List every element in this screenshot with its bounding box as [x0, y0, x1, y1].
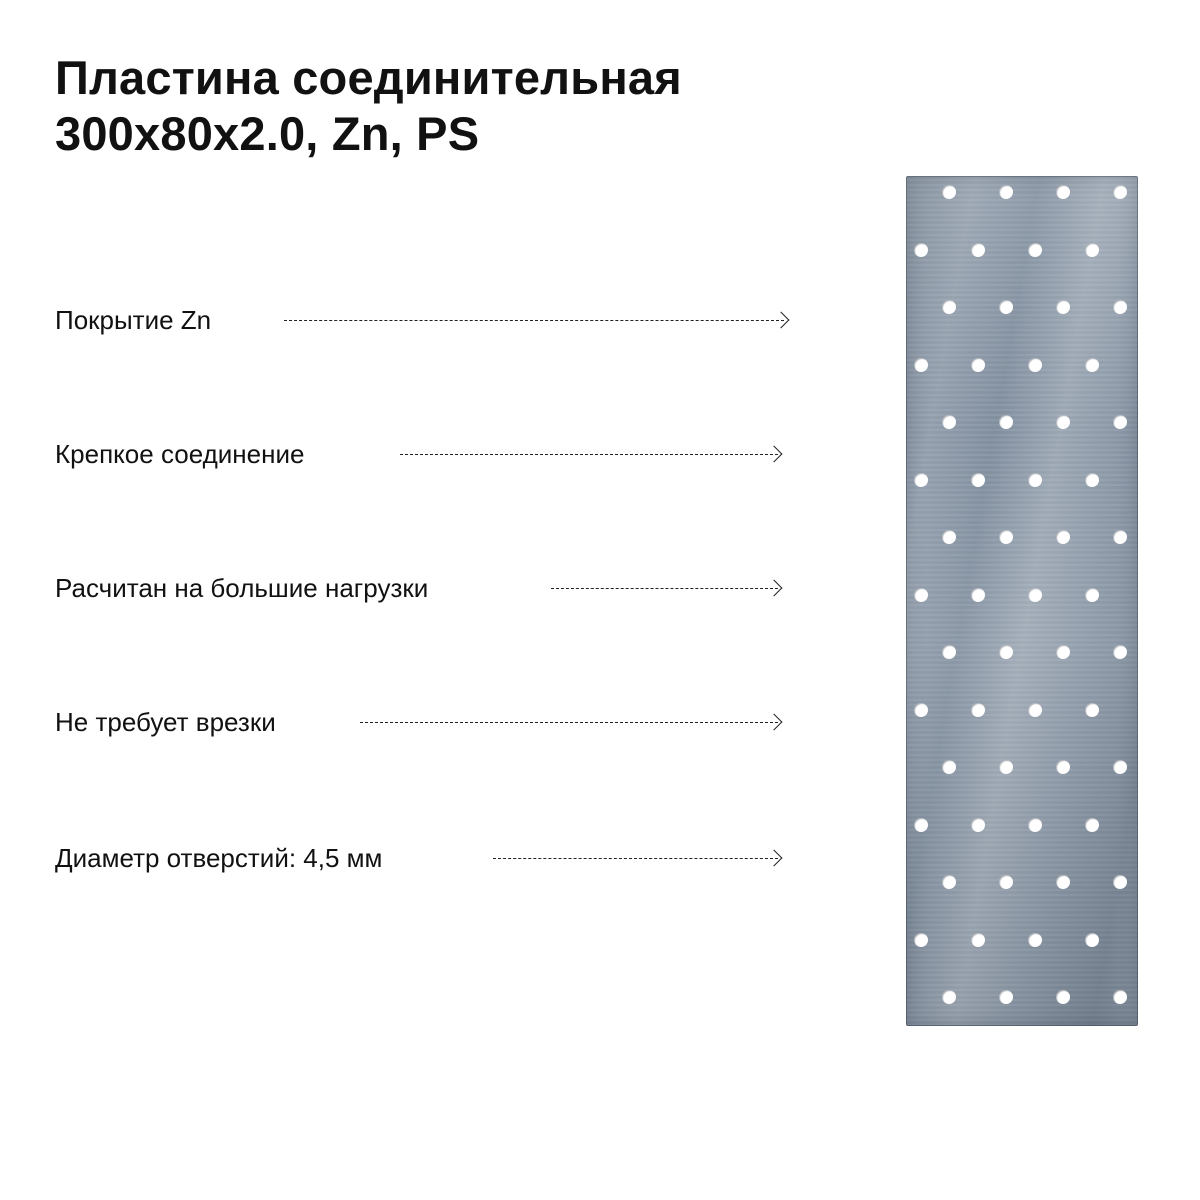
- product-title-line-1: Пластина соединительная: [55, 51, 682, 104]
- arrowhead-icon: [766, 850, 783, 867]
- feature-label: Расчитан на большие нагрузки: [55, 573, 429, 603]
- dashed-arrow-icon: [284, 320, 784, 321]
- plate-hole: [971, 703, 985, 717]
- feature-label: Покрытие Zn: [55, 305, 212, 335]
- plate-hole: [942, 185, 956, 199]
- feature-label: Не требует врезки: [55, 707, 276, 737]
- plate-hole: [1028, 588, 1042, 602]
- plate-hole: [1113, 990, 1127, 1004]
- plate-hole: [914, 818, 928, 832]
- plate-hole: [914, 588, 928, 602]
- plate-hole: [1028, 703, 1042, 717]
- plate-hole: [1085, 703, 1099, 717]
- feature-strong-connection: [55, 436, 304, 472]
- arrowhead-icon: [766, 446, 783, 463]
- plate-hole: [1085, 473, 1099, 487]
- plate-hole: [971, 473, 985, 487]
- plate-hole: [1085, 588, 1099, 602]
- plate-hole: [999, 875, 1013, 889]
- plate-hole: [1028, 473, 1042, 487]
- plate-hole: [1085, 358, 1099, 372]
- plate-hole: [1056, 300, 1070, 314]
- product-title-line-2: 300x80x2.0, Zn, PS: [55, 107, 480, 160]
- plate-hole: [1113, 875, 1127, 889]
- plate-hole: [1085, 818, 1099, 832]
- dashed-arrow-icon: [360, 722, 778, 723]
- plate-hole: [971, 243, 985, 257]
- plate-hole: [1056, 990, 1070, 1004]
- plate-hole: [999, 645, 1013, 659]
- plate-hole: [1056, 185, 1070, 199]
- plate-hole: [1028, 818, 1042, 832]
- plate-hole: [971, 358, 985, 372]
- plate-hole: [1056, 415, 1070, 429]
- plate-hole: [942, 875, 956, 889]
- plate-hole: [1056, 875, 1070, 889]
- feature-label: Крепкое соединение: [55, 439, 305, 469]
- plate-hole: [914, 473, 928, 487]
- plate-sheen: [906, 176, 1138, 1026]
- plate-hole: [971, 933, 985, 947]
- product-title: [55, 50, 682, 162]
- plate-hole: [999, 990, 1013, 1004]
- dashed-arrow-icon: [400, 454, 778, 455]
- plate-hole: [914, 243, 928, 257]
- plate-hole: [1113, 185, 1127, 199]
- plate-hole: [1113, 415, 1127, 429]
- dashed-arrow-icon: [551, 588, 778, 589]
- feature-high-load: [55, 570, 428, 606]
- arrowhead-icon: [766, 580, 783, 597]
- plate-hole: [999, 185, 1013, 199]
- plate-hole: [1056, 530, 1070, 544]
- plate-hole: [1028, 243, 1042, 257]
- arrowhead-icon: [773, 312, 790, 329]
- plate-hole: [942, 645, 956, 659]
- plate-hole: [914, 703, 928, 717]
- plate-hole: [999, 760, 1013, 774]
- plate-hole: [942, 990, 956, 1004]
- plate-hole: [942, 415, 956, 429]
- plate-hole: [971, 818, 985, 832]
- plate-hole: [999, 415, 1013, 429]
- plate-hole: [1085, 243, 1099, 257]
- feature-no-cutting: [55, 704, 276, 740]
- plate-hole: [1028, 358, 1042, 372]
- plate-hole: [942, 300, 956, 314]
- plate-hole: [1085, 933, 1099, 947]
- plate-hole: [971, 588, 985, 602]
- plate-hole: [999, 300, 1013, 314]
- feature-label: Диаметр отверстий: 4,5 мм: [55, 843, 383, 873]
- plate-hole: [1028, 933, 1042, 947]
- plate-hole: [1113, 760, 1127, 774]
- arrowhead-icon: [766, 714, 783, 731]
- plate-hole: [999, 530, 1013, 544]
- perforated-plate-image: [906, 176, 1138, 1026]
- dashed-arrow-icon: [493, 858, 778, 859]
- plate-hole: [914, 358, 928, 372]
- feature-hole-diameter: [55, 840, 382, 876]
- plate-hole: [914, 933, 928, 947]
- plate-hole: [942, 760, 956, 774]
- plate-hole: [1113, 530, 1127, 544]
- feature-coating: [55, 302, 211, 338]
- plate-hole: [1056, 645, 1070, 659]
- plate-hole: [1113, 300, 1127, 314]
- plate-hole: [1056, 760, 1070, 774]
- plate-hole: [942, 530, 956, 544]
- plate-hole: [1113, 645, 1127, 659]
